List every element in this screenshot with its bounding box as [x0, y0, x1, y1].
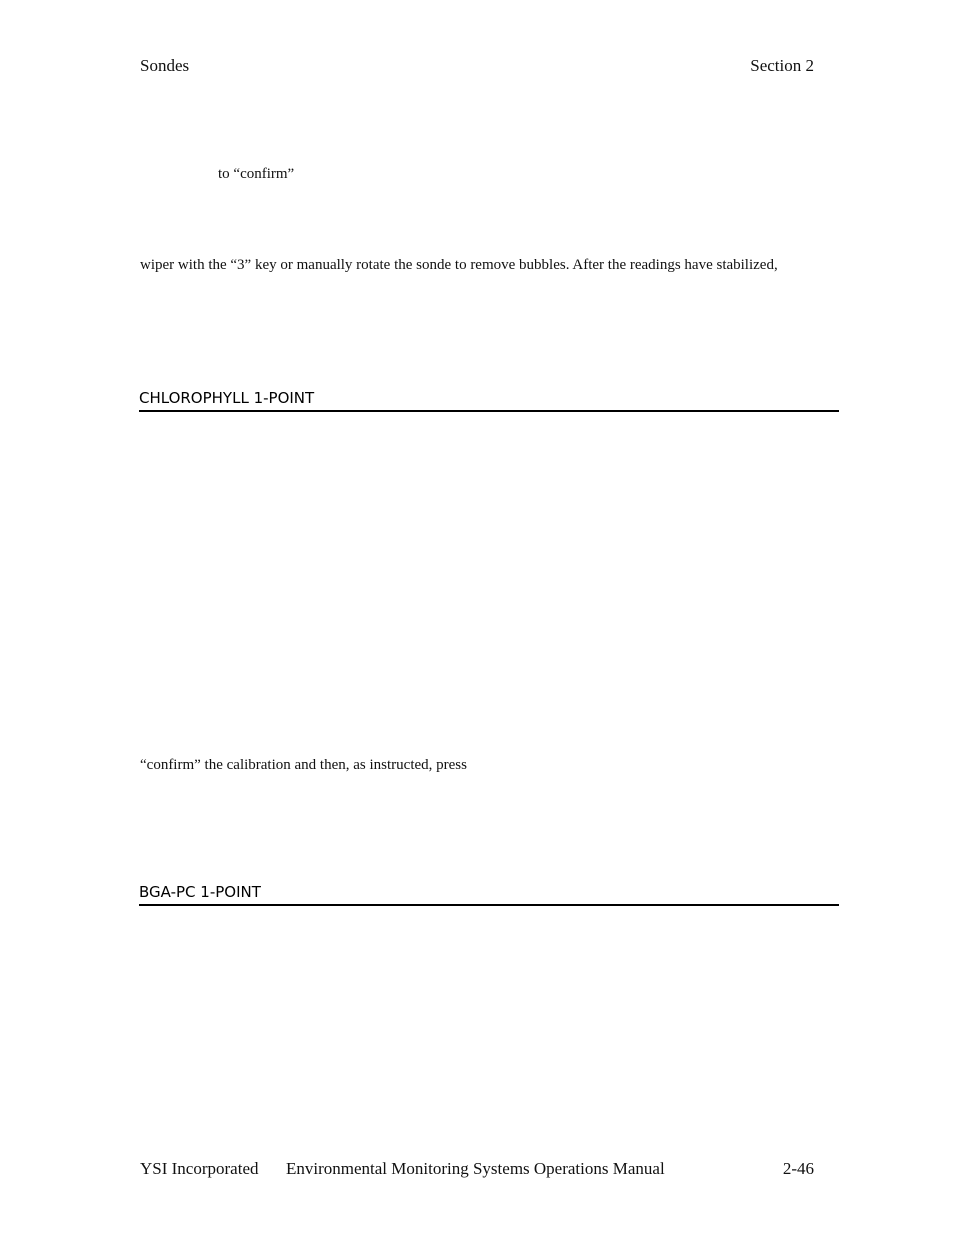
body-text-wiper: wiper with the “3” key or manually rotate the sonde to remove bubbles. After the readings have stabilized, [140, 257, 778, 273]
footer-company: YSI Incorporated [140, 1159, 259, 1178]
footer-manual-title: Environmental Monitoring Systems Operations Manual [286, 1159, 665, 1178]
body-text-confirm-calibration: “confirm” the calibration and then, as instructed, press [140, 757, 467, 773]
running-header-right: Section 2 [750, 56, 814, 75]
section-heading-bga-pc: BGA-PC 1-POINT [139, 885, 839, 906]
body-text-confirm: to “confirm” [218, 166, 295, 182]
section-heading-chlorophyll: CHLOROPHYLL 1-POINT [139, 391, 839, 412]
footer-page-number: 2-46 [782, 1159, 814, 1178]
running-header-left: Sondes [140, 56, 190, 75]
